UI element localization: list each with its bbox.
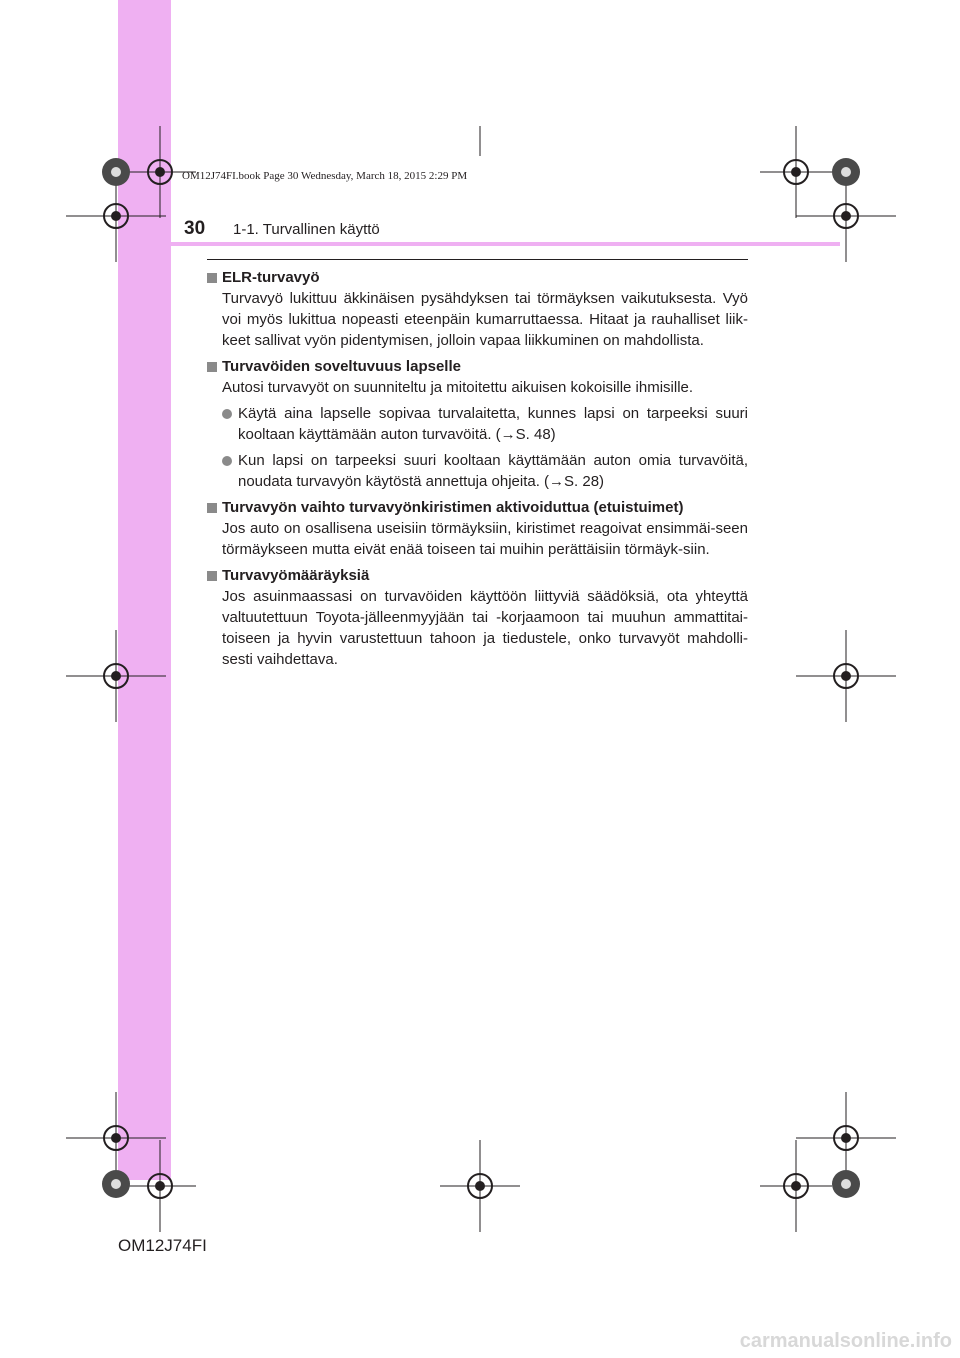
section-heading: ELR-turvavyö: [207, 267, 748, 288]
square-bullet-icon: [207, 362, 217, 372]
page-content: [207, 267, 748, 675]
corner-starburst-icon: [101, 157, 131, 187]
square-bullet-icon: [207, 273, 217, 283]
section-pretensioner-replacement: [207, 497, 748, 560]
square-bullet-icon: [207, 503, 217, 513]
round-bullet-icon: [222, 409, 232, 419]
book-info: OM12J74FI.book Page 30 Wednesday, March 18, 2015 2:29 PM: [182, 170, 468, 182]
watermark: carmanualsonline.info: [739, 1330, 952, 1352]
section-body: [222, 518, 748, 560]
corner-starburst-icon: [101, 1169, 131, 1199]
corner-starburst-icon: [831, 157, 861, 187]
section-heading: Turvavyön vaihto turvavyönkiristimen aktivoiduttua (etuistuimet): [207, 497, 748, 518]
round-bullet-icon: [222, 456, 232, 466]
section-body: [222, 377, 748, 398]
list-item: Käytä aina lapselle sopivaa turvalaitetta, kunnes lapsi on tarpeeksi suuri kooltaan käyttämään auton turvavöitä. (→S. 48): [222, 403, 748, 445]
registration-mark-icon: [760, 126, 832, 218]
manual-code: OM12J74FI: [118, 1236, 207, 1255]
paragraph: Autosi turvavyöt on suunniteltu ja mitoitettu aikuisen kokoisille ihmisille.: [222, 379, 694, 396]
section-heading: Turvavöiden soveltuvuus lapselle: [207, 356, 748, 377]
corner-starburst-icon: [831, 1169, 861, 1199]
registration-mark-icon: [760, 1140, 832, 1232]
square-bullet-icon: [207, 571, 217, 581]
content-divider: [207, 259, 748, 260]
section-body: [222, 288, 748, 351]
header-rule: [118, 242, 840, 246]
registration-mark-icon: [796, 630, 896, 722]
registration-mark-icon: [440, 126, 520, 156]
section-regulations: [207, 565, 748, 670]
paragraph: Jos auto on osallisena useisiin törmäyksiin, kiristimet reagoivat ensimmäi-seen törmäykseen mutta eivät enää toiseen tai muihin perättäisiin törmäyk-siin.: [222, 520, 748, 558]
list-item: Kun lapsi on tarpeeksi suuri kooltaan käyttämään auton omia turvavöitä, noudata turvavyön käytöstä annettuja ohjeita. (→S. 28): [222, 450, 748, 492]
paragraph: Jos asuinmaassasi on turvavöiden käyttöön liittyviä säädöksiä, ota yhteyttä valtuutettuun Toyota-jälleenmyyjään tai -korjaamoon tai muuhun ammattitai-toiseen ja hyvin varustettuun tahoon ja tiedustele, onko turvavyöt mahdolli-sesti vaihdettava.: [222, 588, 748, 668]
section-title: 1-1. Turvallinen käyttö: [233, 221, 380, 238]
registration-mark-icon: [440, 1140, 520, 1232]
registration-mark-icon: [66, 630, 166, 722]
paragraph: Turvavyö lukittuu äkkinäisen pysähdyksen tai törmäyksen vaikutuksesta. Vyö voi myös lukittua nopeasti eteenpäin kumarruttaessa. Hitaat ja rauhalliset liik-keet sallivat vyön pidentymisen, jolloin vapaa liikkuminen on mahdollista.: [222, 290, 748, 349]
section-elr: [207, 267, 748, 351]
page-number: 30: [184, 218, 206, 239]
section-child-suitability: [207, 356, 748, 492]
section-body: [222, 586, 748, 670]
registration-mark-icon: [124, 1140, 196, 1232]
section-heading: Turvavyömääräyksiä: [207, 565, 748, 586]
